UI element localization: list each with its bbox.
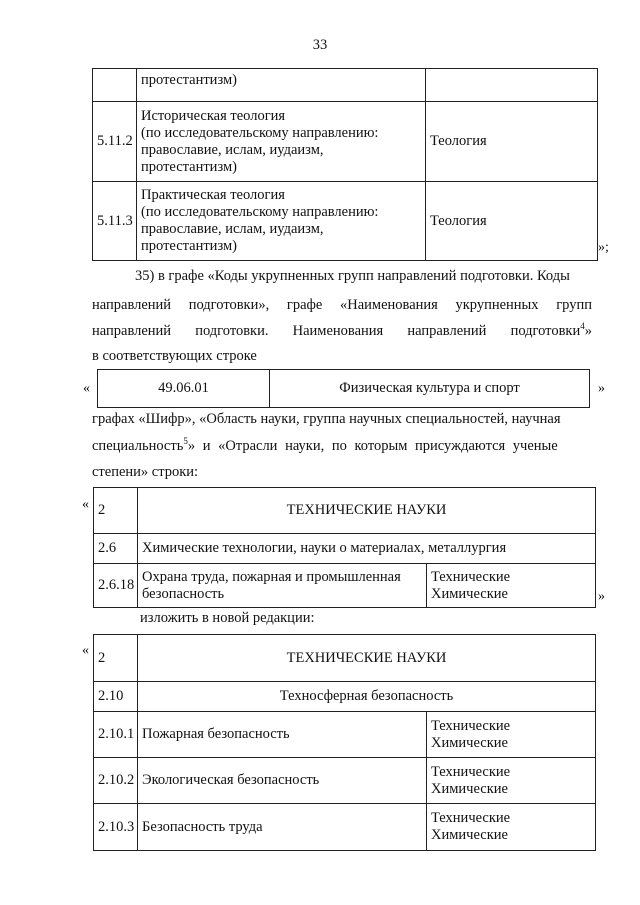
code-cell: 2.10.1 [94,712,138,758]
code-cell: 2 [94,635,138,682]
branch-line: Технические [431,763,511,780]
open-quote: « [82,643,89,658]
word: графе [286,297,323,313]
open-quote: « [82,497,89,512]
branch-line: Технические [431,717,511,734]
code-cell: 2 [94,488,138,534]
table-row [94,758,596,804]
close-quote: » [598,589,605,604]
word: направлений [407,323,487,339]
new-technical-sciences-table [93,634,596,851]
paragraph-35-line4: в соответствующих строке [92,348,257,364]
code-cell: 2.10.3 [94,804,138,851]
word: подготовки. [195,323,269,339]
word: направлений [92,323,172,339]
table-row [94,682,596,712]
name-line: православие, ислам, иудаизм, [141,141,324,158]
branch-cell [427,712,596,758]
page-number: 33 [312,37,328,53]
sport-table [97,369,590,408]
code-cell: 2.10.2 [94,758,138,804]
name-cell: Экологическая безопасность [138,758,427,804]
table-row [94,488,596,534]
table-row [93,102,598,182]
branch-cell: Теология [426,182,598,261]
branch-cell: Теология [426,102,598,182]
name-line: Историческая теология [141,107,286,124]
code-cell: 5.11.3 [93,182,137,261]
name-line: Охрана труда, пожарная и промышленная [142,568,401,585]
name-cell: Физическая культура и спорт [270,370,590,408]
branch-line: Технические [431,568,511,585]
table-row [93,182,598,261]
name-cell [137,102,426,182]
name-cell [138,564,427,608]
code-cell: 5.11.2 [93,102,137,182]
theology-table [92,68,598,261]
paragraph-35-line2 [92,297,592,314]
group-title: Химические технологии, науки о материалах, металлургия [138,534,596,564]
name-cell [137,182,426,261]
name-line: протестантизм) [141,72,237,88]
name-line: (по исследовательскому направлению: [141,124,379,141]
name-line: Практическая теология [141,187,285,203]
paragraph-columns-line3: степени» строки: [92,464,199,480]
word: подготовки», [188,297,270,313]
paragraph-35-line1: 35) в графе «Коды укрупненных групп направлений подготовки. Коды [135,268,570,284]
code-cell: 2.6.18 [94,564,138,608]
footnote-ref: 5 [183,436,188,447]
branch-line: Химические [431,780,508,797]
new-edition-text: изложить в новой редакции: [140,610,315,626]
code-cell [93,69,137,102]
name-line: безопасность [142,585,225,602]
table-row [94,804,596,851]
branch-line: Химические [431,734,508,751]
header-title: ТЕХНИЧЕСКИЕ НАУКИ [138,488,596,534]
quote-mark: » [584,323,592,339]
close-quote: » [598,381,605,396]
branch-line: Технические [431,810,511,826]
old-technical-sciences-table [93,487,596,608]
paragraph-columns-line1: графах «Шифр», «Область науки, группа научных специальностей, научная [92,411,561,427]
name-cell: Пожарная безопасность [138,712,427,758]
name-line: православие, ислам, иудаизм, [141,221,324,237]
word: «Наименования [340,297,438,313]
table-row [94,564,596,608]
branch-cell [427,758,596,804]
branch-line: Химические [431,585,508,602]
word: подготовки [510,323,581,339]
name-line: протестантизм) [141,238,237,254]
name-cell [137,69,426,102]
paragraph-columns-line2 [92,438,592,455]
branch-cell [426,69,598,102]
word: Наименования [292,323,384,339]
branch-cell [427,564,596,608]
table-row [94,534,596,564]
close-quote: »; [598,240,609,255]
name-cell: Безопасность труда [138,804,427,851]
paragraph-35-line3 [92,323,592,340]
word: укрупненных [455,297,539,313]
code-cell: 49.06.01 [98,370,270,408]
table-row [93,69,598,102]
word: направлений [92,297,172,313]
open-quote: « [83,381,90,396]
text: специальность [92,438,184,454]
code-cell: 2.10 [94,682,138,712]
table-row [98,370,590,408]
group-title: Техносферная безопасность [138,682,596,712]
name-line: (по исследовательскому направлению: [141,204,379,220]
table-row [94,635,596,682]
footnote-ref: 4 [580,321,585,332]
name-line: протестантизм) [141,158,237,175]
word-with-footnote [511,323,592,340]
word: групп [556,297,592,313]
text: » и «Отрасли науки, по которым присуждаются ученые [187,438,558,454]
code-cell: 2.6 [94,534,138,564]
branch-cell [427,804,596,851]
header-title: ТЕХНИЧЕСКИЕ НАУКИ [138,635,596,682]
table-row [94,712,596,758]
branch-line: Химические [431,827,508,843]
